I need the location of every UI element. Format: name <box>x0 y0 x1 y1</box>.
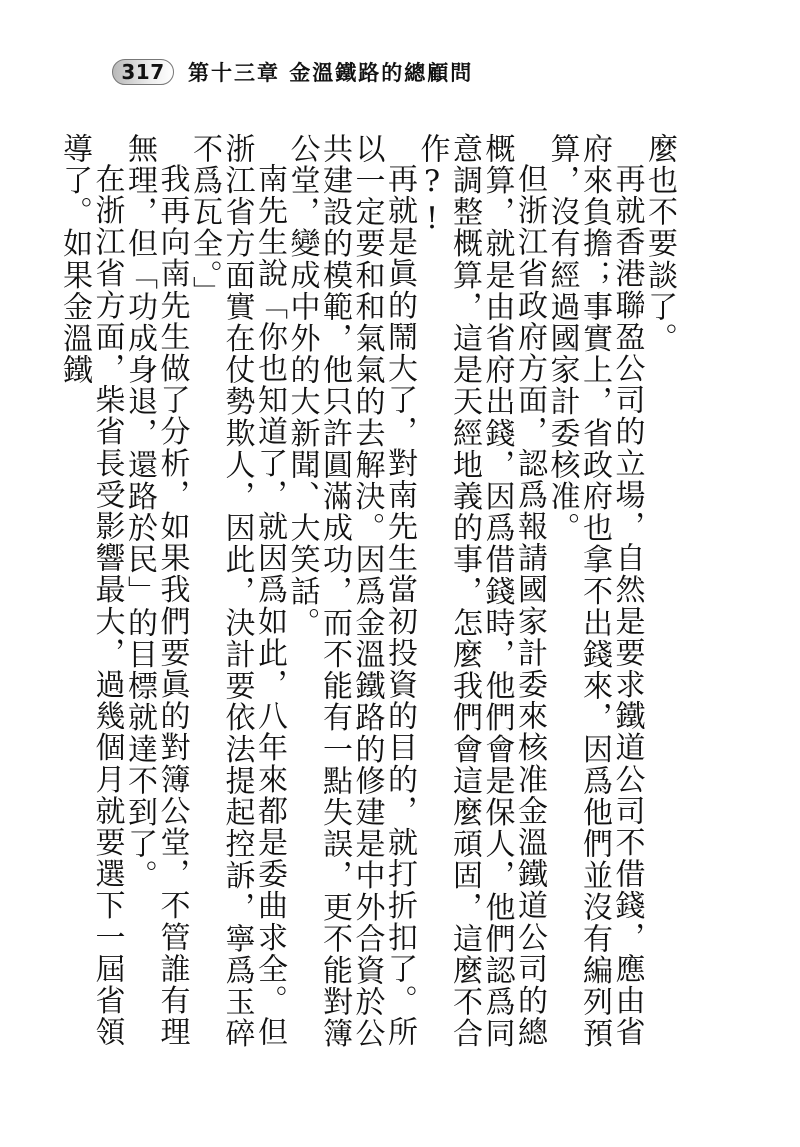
paragraph: 麼也不要談了。 <box>642 133 677 355</box>
running-header <box>112 52 473 92</box>
body-text <box>57 133 677 1063</box>
paragraph: 但浙江省政府方面，認爲報請國家計委來核准金溫鐵道公司的總概算，就是由省府出錢，因爲借錢時，他們會是保人，他們認爲同意調整概算，這是天經地義的事，怎麼我們會這麼頑固，這麼不合作?! <box>414 133 547 1050</box>
page-number: 317 <box>121 60 165 84</box>
paragraph: 南先生說「你也知道了，就因爲如此，八年來都是委曲求全。但浙江省方面實在仗勢欺人，因此，決計要依法提起控訴，寧爲玉碎不爲瓦全。」 <box>187 133 287 1050</box>
paragraph: 再就香港聯盈公司的立場，自然是要求鐵道公司不借錢，應由省府來負擔；事實上，省政府也拿不出錢來，因爲他們並沒有編列預算，沒有經過國家計委核准。 <box>544 133 645 1050</box>
chapter-title: 第十三章 金溫鐵路的總顧問 <box>188 60 474 85</box>
paragraph: 我再向南先生做了分析，如果我們要眞的對簿公堂，不管誰有理無理，但「功成身退，還路於民」的目標就達不到了。 <box>122 133 190 1048</box>
paragraph: 再就是眞的鬧大了，對南先生當初投資的目的，就打折扣了。所以一定要和和氣氣的去解決。因爲金溫鐵路的修建是中外合資於公共建設的模範，他只許圓滿成功，而不能有一點失誤，更不能對簿公堂，變成中外的大新聞、大笑話。 <box>284 133 417 1050</box>
paragraph: 在浙江省方面，柴省長受影響最大，過幾個月就要選下一屆省領導了。如果金溫鐵 <box>57 133 125 1048</box>
page-number-badge <box>112 59 174 85</box>
